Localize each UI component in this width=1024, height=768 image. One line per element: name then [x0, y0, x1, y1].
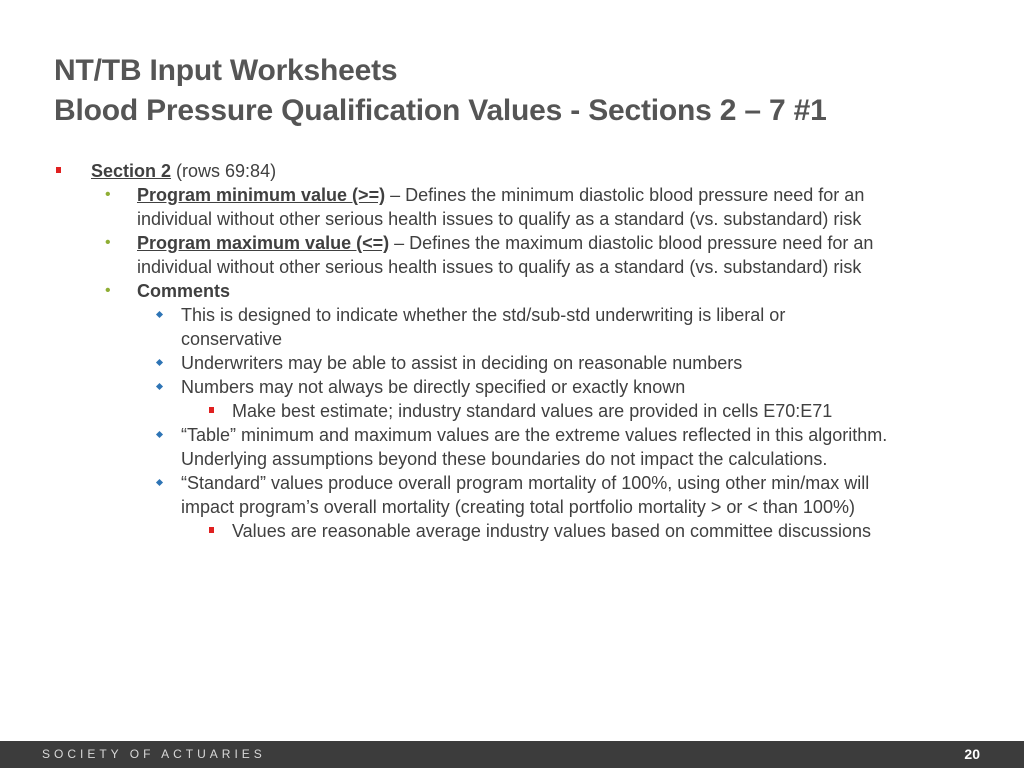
- comment-point-continued: Underlying assumptions beyond these boundaries do not impact the calculations.: [181, 449, 828, 469]
- comment-point: Underwriters may be able to assist in deciding on reasonable numbers: [181, 353, 743, 373]
- list-item: [137, 183, 864, 207]
- diamond-bullet-icon: [157, 384, 162, 389]
- comment-point: “Table” minimum and maximum values are the extreme values reflected in this algorithm.: [181, 425, 888, 445]
- slide-title: [54, 51, 827, 131]
- title-line-2: Blood Pressure Qualification Values - Sections 2 – 7 #1: [54, 94, 827, 127]
- diamond-bullet-icon: [157, 360, 162, 365]
- section-heading-line: [91, 159, 276, 183]
- dot-bullet-icon: •: [105, 234, 111, 251]
- square-bullet-icon: [209, 407, 214, 413]
- section-rows: (rows 69:84): [171, 161, 277, 181]
- diamond-bullet-icon: [157, 432, 162, 437]
- item-term: Program maximum value (<=): [137, 233, 390, 253]
- diamond-bullet-icon: [157, 480, 162, 485]
- sub-point: Make best estimate; industry standard values are provided in cells E70:E71: [232, 401, 833, 421]
- section-heading: Section 2: [91, 161, 172, 181]
- title-line-1: NT/TB Input Worksheets: [54, 54, 398, 87]
- item-text-continued: individual without other serious health issues to qualify as a standard (vs. substandard) risk: [137, 209, 862, 229]
- item-text: – Defines the maximum diastolic blood pressure need for an: [389, 233, 874, 253]
- sub-point: Values are reasonable average industry values based on committee discussions: [232, 521, 872, 541]
- footer-bar: [0, 741, 1024, 768]
- comments-label: Comments: [137, 281, 231, 301]
- comment-point: This is designed to indicate whether the std/sub-std underwriting is liberal or: [181, 305, 786, 325]
- item-text: – Defines the minimum diastolic blood pressure need for an: [385, 185, 865, 205]
- dot-bullet-icon: •: [105, 282, 111, 299]
- org-name: SOCIETY OF ACTUARIES: [42, 747, 266, 761]
- comment-point: “Standard” values produce overall program mortality of 100%, using other min/max will: [181, 473, 870, 493]
- square-bullet-icon: [56, 167, 61, 173]
- comment-point-continued: conservative: [181, 329, 283, 349]
- list-item: [137, 231, 873, 255]
- square-bullet-icon: [209, 527, 214, 533]
- comment-point-continued: impact program’s overall mortality (creating total portfolio mortality > or < than 100%): [181, 497, 855, 517]
- dot-bullet-icon: •: [105, 186, 111, 203]
- item-text-continued: individual without other serious health issues to qualify as a standard (vs. substandard) risk: [137, 257, 862, 277]
- diamond-bullet-icon: [157, 312, 162, 317]
- comment-point: Numbers may not always be directly specified or exactly known: [181, 377, 686, 397]
- page-number: 20: [964, 746, 980, 762]
- item-term: Program minimum value (>=): [137, 185, 386, 205]
